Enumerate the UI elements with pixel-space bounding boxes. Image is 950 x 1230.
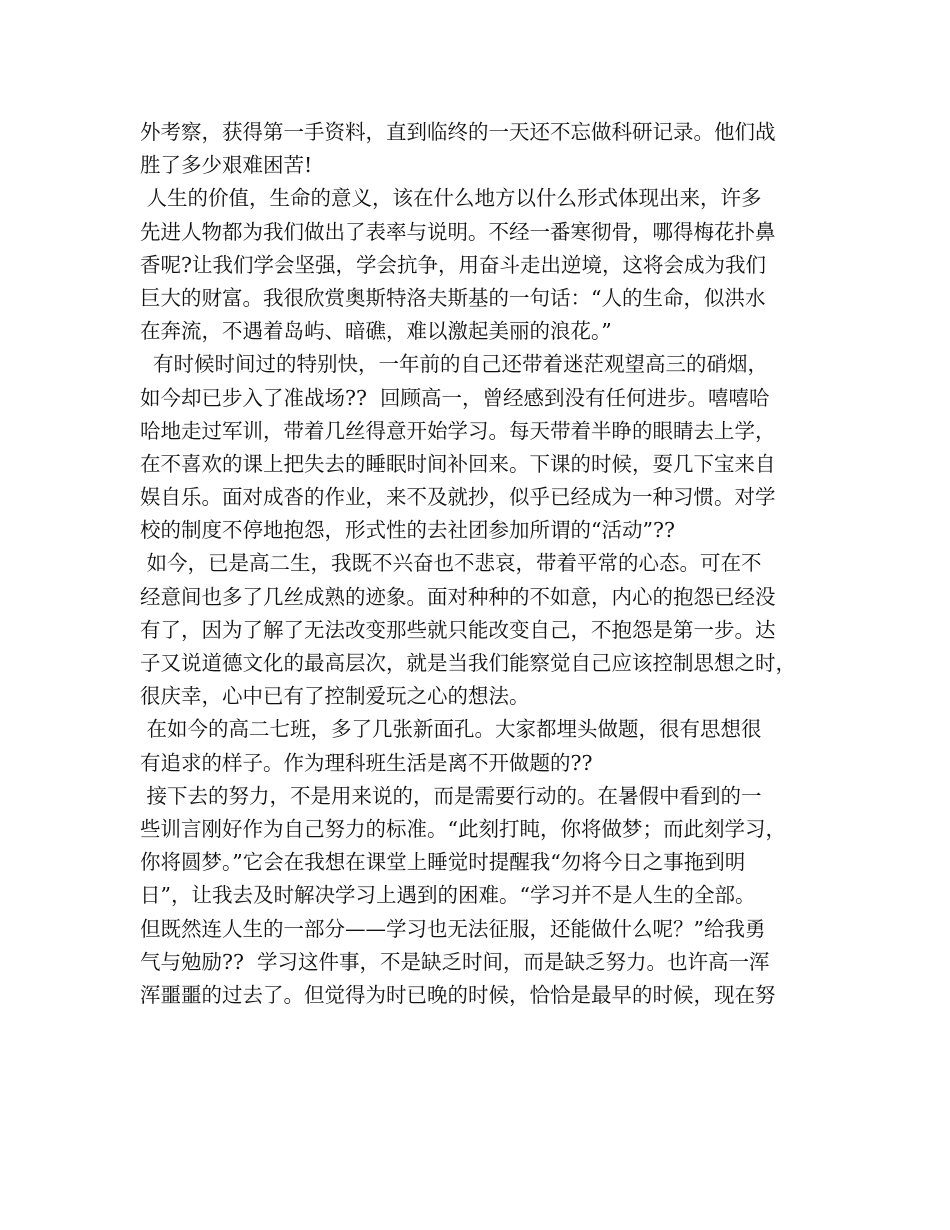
text-line-18: 很庆幸，心中已有了控制爱玩之心的想法。	[140, 684, 530, 709]
essay-text	[140, 116, 830, 1012]
text-line-3: 人生的价值，生命的意义，该在什么地方以什么形式体现出来，许多	[140, 186, 762, 211]
text-line-7: 在奔流，不遇着岛屿、暗礁，难以激起美丽的浪花。”	[140, 319, 612, 344]
text-line-21: 接下去的努力，不是用来说的，而是需要行动的。在暑假中看到的一	[140, 783, 762, 808]
text-line-25: 但既然连人生的一部分——学习也无法征服，还能做什么呢？”给我勇	[140, 916, 766, 941]
text-line-5: 香呢?让我们学会坚强，学会抗争，用奋斗走出逆境，这将会成为我们	[140, 252, 766, 277]
text-line-27: 浑噩噩的过去了。但觉得为时已晚的时候，恰恰是最早的时候，现在努	[140, 982, 776, 1007]
text-line-4: 先进人物都为我们做出了表率与说明。不经一番寒彻骨，哪得梅花扑鼻	[140, 219, 776, 244]
text-line-11: 在不喜欢的课上把失去的睡眠时间补回来。下课的时候，耍几下宝来自	[140, 451, 776, 476]
text-line-23: 你将圆梦。”它会在我想在课堂上睡觉时提醒我“勿将今日之事拖到明	[140, 850, 746, 875]
text-line-26: 气与勉励?? 学习这件事，不是缺乏时间，而是缺乏努力。也许高一浑	[140, 949, 770, 974]
text-line-12: 娱自乐。面对成沓的作业，来不及就抄，似乎已经成为一种习惯。对学	[140, 485, 776, 510]
text-line-15: 经意间也多了几丝成熟的迹象。面对种种的不如意，内心的抱怨已经没	[140, 584, 776, 609]
text-line-20: 有追求的样子。作为理科班生活是离不开做题的??	[140, 750, 593, 775]
text-line-6: 巨大的财富。我很欣赏奥斯特洛夫斯基的一句话：“人的生命，似洪水	[140, 285, 766, 310]
text-line-2: 胜了多少艰难困苦!	[140, 153, 313, 178]
text-line-14: 如今，已是高二生，我既不兴奋也不悲哀，带着平常的心态。可在不	[140, 551, 762, 576]
text-line-13: 校的制度不停地抱怨，形式性的去社团参加所谓的“活动”??	[140, 518, 675, 543]
text-line-17: 子又说道德文化的最高层次，就是当我们能察觉自己应该控制思想之时，	[140, 651, 796, 675]
text-line-1: 外考察，获得第一手资料，直到临终的一天还不忘做科研记录。他们战	[140, 120, 776, 144]
text-line-16: 有了，因为了解了无法改变那些就只能改变自己，不抱怨是第一步。达	[140, 617, 776, 642]
text-line-19: 在如今的高二七班，多了几张新面孔。大家都埋头做题，很有思想很	[140, 717, 762, 742]
text-line-9: 如今却已步入了准战场?? 回顾高一，曾经感到没有任何进步。嘻嘻哈	[140, 385, 770, 410]
text-line-24: 日”，让我去及时解决学习上遇到的困难。“学习并不是人生的全部。	[140, 883, 756, 908]
text-line-22: 些训言刚好作为自己努力的标准。“此刻打盹，你将做梦；而此刻学习，	[140, 816, 786, 841]
text-line-10: 哈地走过军训，带着几丝得意开始学习。每天带着半睁的眼睛去上学，	[140, 418, 776, 443]
text-line-8: 有时候时间过的特别快，一年前的自己还带着迷茫观望高三的硝烟，	[140, 352, 769, 377]
